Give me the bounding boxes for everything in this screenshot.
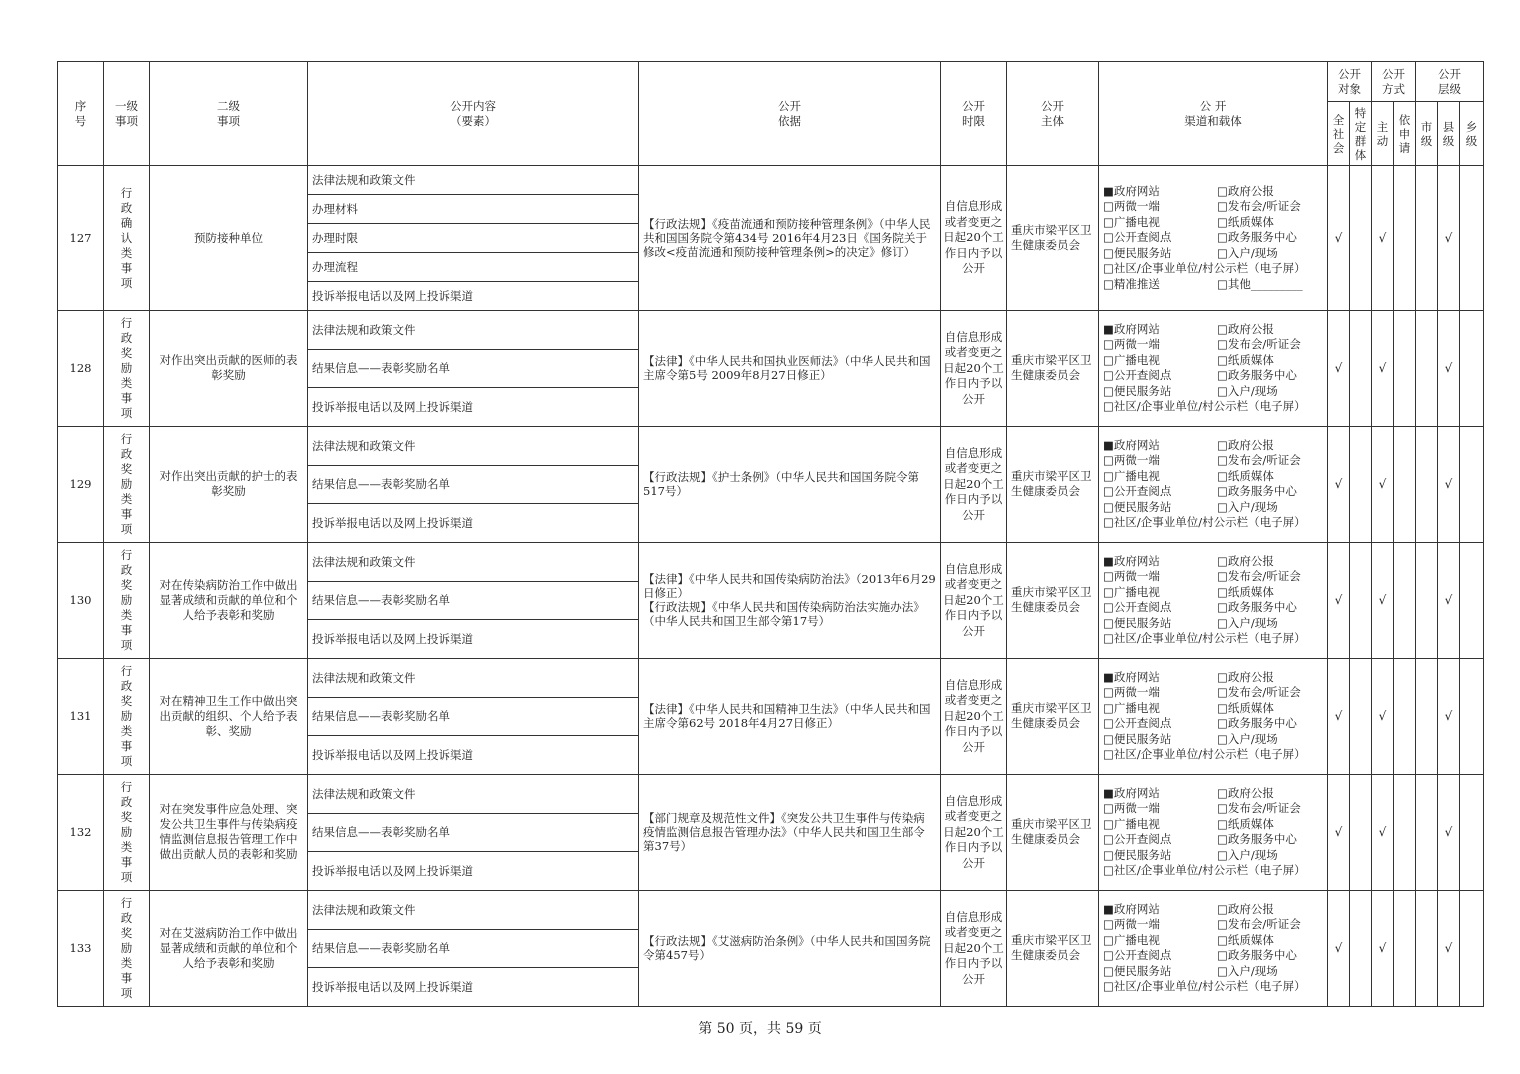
row-seq: 130 (58, 542, 104, 658)
row-check-cell: √ (1372, 311, 1394, 427)
row-level1-text: 行政奖励类事项 (120, 779, 133, 884)
header-method: 公开 方式 (1372, 62, 1416, 102)
channel-option: □社区/企事业单位/村公示栏（电子屏） (1103, 261, 1306, 276)
row-seq: 127 (58, 166, 104, 311)
channel-option: □发布会/听证会 (1217, 685, 1301, 700)
row-seq: 129 (58, 426, 104, 542)
channel-option: □公开查阅点 (1103, 368, 1172, 383)
channel-option: □社区/企事业单位/村公示栏（电子屏） (1103, 979, 1306, 994)
row-basis (639, 658, 941, 774)
basis-line: 【行政法规】《护士条例》（中华人民共和国国务院令第517号） (643, 470, 919, 499)
row-content-item: 结果信息——表彰奖励名单 (308, 929, 639, 968)
row-check-cell (1350, 426, 1372, 542)
row-channels (1099, 890, 1328, 1006)
row-check-cell (1394, 658, 1416, 774)
row-subject: 重庆市梁平区卫生健康委员会 (1007, 658, 1099, 774)
row-level1-text: 行政奖励类事项 (120, 547, 133, 652)
channel-option: □政务服务中心 (1217, 368, 1297, 383)
row-check-cell: √ (1328, 774, 1350, 890)
row-channels (1099, 658, 1328, 774)
row-content-item: 法律法规和政策文件 (308, 542, 639, 581)
row-content-item: 结果信息——表彰奖励名单 (308, 349, 639, 388)
row-seq: 133 (58, 890, 104, 1006)
channel-option: □发布会/听证会 (1217, 569, 1301, 584)
channel-option: □广播电视 (1103, 468, 1160, 483)
channel-option: □两微一端 (1103, 569, 1160, 584)
header-subject: 公开 主体 (1007, 62, 1099, 166)
channel-option: ■政府网站 (1103, 183, 1160, 198)
channel-option: ■政府网站 (1103, 785, 1160, 800)
channel-option: □纸质媒体 (1217, 352, 1274, 367)
row-level2: 对作出突出贡献的医师的表彰奖励 (150, 311, 308, 427)
channel-option: □纸质媒体 (1217, 214, 1274, 229)
row-check-cell (1350, 542, 1372, 658)
page-footer: 第 50 页，共 59 页 (698, 1021, 822, 1037)
row-check-cell (1460, 890, 1484, 1006)
row-check-cell: √ (1372, 542, 1394, 658)
table-row (58, 658, 1484, 697)
channel-option: □政务服务中心 (1217, 832, 1297, 847)
channel-option: □公开查阅点 (1103, 230, 1172, 245)
channel-option: □便民服务站 (1103, 383, 1172, 398)
row-check-cell: √ (1328, 166, 1350, 311)
row-check-cell: √ (1438, 311, 1460, 427)
row-channels (1099, 426, 1328, 542)
row-level1 (104, 311, 150, 427)
row-check-cell (1460, 426, 1484, 542)
header-city: 市级 (1416, 102, 1438, 166)
row-check-cell (1416, 890, 1438, 1006)
row-check-cell (1460, 774, 1484, 890)
channel-option: □两微一端 (1103, 453, 1160, 468)
row-seq: 128 (58, 311, 104, 427)
header-specific-group: 特定群体 (1350, 102, 1372, 166)
row-basis (639, 890, 941, 1006)
channel-option: □入户/现场 (1217, 615, 1278, 630)
channel-option: □广播电视 (1103, 214, 1160, 229)
channel-option: □公开查阅点 (1103, 948, 1172, 963)
header-limit: 公开 时限 (941, 62, 1007, 166)
row-check-cell: √ (1372, 166, 1394, 311)
row-limit: 自信息形成或者变更之日起20个工作日内予以公开 (941, 426, 1007, 542)
row-level1-text: 行政奖励类事项 (120, 431, 133, 536)
row-content-item: 法律法规和政策文件 (308, 166, 639, 195)
channel-option: □精准推送 (1103, 276, 1160, 291)
row-content-item: 投诉举报电话以及网上投诉渠道 (308, 968, 639, 1007)
basis-line: 【法律】《中华人民共和国执业医师法》（中华人民共和国主席令第5号 2009年8月27日修正） (643, 354, 931, 383)
channel-option: □发布会/听证会 (1217, 453, 1301, 468)
channel-option: □两微一端 (1103, 917, 1160, 932)
row-basis (639, 774, 941, 890)
channel-option: □便民服务站 (1103, 245, 1172, 260)
row-check-cell (1394, 311, 1416, 427)
table-row (58, 774, 1484, 813)
row-content-item: 法律法规和政策文件 (308, 311, 639, 350)
row-check-cell: √ (1328, 542, 1350, 658)
header-channel: 公 开 渠道和载体 (1099, 62, 1328, 166)
row-check-cell (1460, 542, 1484, 658)
header-target: 公开 对象 (1328, 62, 1372, 102)
row-limit: 自信息形成或者变更之日起20个工作日内予以公开 (941, 658, 1007, 774)
row-subject: 重庆市梁平区卫生健康委员会 (1007, 542, 1099, 658)
channel-option: □社区/企事业单位/村公示栏（电子屏） (1103, 747, 1306, 762)
channel-option: □便民服务站 (1103, 731, 1172, 746)
row-check-cell (1350, 311, 1372, 427)
channel-option: ■政府网站 (1103, 553, 1160, 568)
channel-option: □纸质媒体 (1217, 932, 1274, 947)
header-basis: 公开 依据 (639, 62, 941, 166)
channel-option: □政务服务中心 (1217, 716, 1297, 731)
row-level1 (104, 774, 150, 890)
channel-option: □广播电视 (1103, 352, 1160, 367)
table-row (58, 426, 1484, 465)
row-channels (1099, 774, 1328, 890)
row-subject: 重庆市梁平区卫生健康委员会 (1007, 166, 1099, 311)
channel-option: □政府公报 (1217, 321, 1274, 336)
channel-option: □便民服务站 (1103, 963, 1172, 978)
row-content-item: 投诉举报电话以及网上投诉渠道 (308, 736, 639, 775)
row-basis (639, 311, 941, 427)
channel-option: □发布会/听证会 (1217, 199, 1301, 214)
row-level2: 对在艾滋病防治工作中做出显著成绩和贡献的单位和个人给予表彰和奖励 (150, 890, 308, 1006)
row-level1 (104, 890, 150, 1006)
basis-line: 【行政法规】《疫苗流通和预防接种管理条例》（中华人民共和国国务院令第434号 2016年4月23日《国务院关于修改<疫苗流通和预防接种管理条例>的决定》修订） (643, 217, 931, 259)
row-subject: 重庆市梁平区卫生健康委员会 (1007, 774, 1099, 890)
row-check-cell: √ (1438, 774, 1460, 890)
row-subject: 重庆市梁平区卫生健康委员会 (1007, 311, 1099, 427)
row-basis (639, 426, 941, 542)
row-content-item: 结果信息——表彰奖励名单 (308, 581, 639, 620)
row-check-cell (1416, 166, 1438, 311)
row-basis (639, 542, 941, 658)
row-basis (639, 166, 941, 311)
row-level1 (104, 166, 150, 311)
basis-line: 【部门规章及规范性文件】《突发公共卫生事件与传染病疫情监测信息报告管理办法》（中华人民共和国卫生部令第37号） (643, 811, 925, 854)
channel-option: □便民服务站 (1103, 615, 1172, 630)
basis-line: 【法律】《中华人民共和国传染病防治法》（2013年6月29日修正） (643, 572, 936, 601)
channel-option: □政务服务中心 (1217, 600, 1297, 615)
channel-option: □入户/现场 (1217, 847, 1278, 862)
channel-option: □入户/现场 (1217, 245, 1278, 260)
channel-option: □政府公报 (1217, 785, 1274, 800)
row-level2: 对在精神卫生工作中做出突出贡献的组织、个人给予表彰、奖励 (150, 658, 308, 774)
row-seq: 132 (58, 774, 104, 890)
row-level1-text: 行政奖励类事项 (120, 663, 133, 768)
header-all-society: 全社会 (1328, 102, 1350, 166)
header-county: 县级 (1438, 102, 1460, 166)
channel-option: □其他_________ (1217, 276, 1303, 291)
row-limit: 自信息形成或者变更之日起20个工作日内予以公开 (941, 890, 1007, 1006)
row-check-cell (1460, 658, 1484, 774)
table-header (58, 62, 1484, 166)
row-channels (1099, 542, 1328, 658)
row-content-item: 法律法规和政策文件 (308, 890, 639, 929)
channel-option: □公开查阅点 (1103, 716, 1172, 731)
row-limit: 自信息形成或者变更之日起20个工作日内予以公开 (941, 311, 1007, 427)
table-body (58, 166, 1484, 1007)
row-content-item: 办理时限 (308, 224, 639, 253)
row-content-item: 投诉举报电话以及网上投诉渠道 (308, 388, 639, 427)
row-level1 (104, 426, 150, 542)
row-content-item: 结果信息——表彰奖励名单 (308, 813, 639, 852)
channel-option: □便民服务站 (1103, 499, 1172, 514)
channel-option: □纸质媒体 (1217, 816, 1274, 831)
channel-option: □社区/企事业单位/村公示栏（电子屏） (1103, 515, 1306, 530)
channel-option: □入户/现场 (1217, 499, 1278, 514)
row-content-item: 办理材料 (308, 195, 639, 224)
row-content-item: 投诉举报电话以及网上投诉渠道 (308, 504, 639, 543)
channel-option: □纸质媒体 (1217, 468, 1274, 483)
header-level1: 一级 事项 (104, 62, 150, 166)
row-content-item: 法律法规和政策文件 (308, 658, 639, 697)
row-subject: 重庆市梁平区卫生健康委员会 (1007, 890, 1099, 1006)
channel-option: □政府公报 (1217, 901, 1274, 916)
channel-option: ■政府网站 (1103, 321, 1160, 336)
header-level2: 二级 事项 (150, 62, 308, 166)
row-level1-text: 行政确认类事项 (120, 185, 133, 290)
row-content-item: 办理流程 (308, 253, 639, 282)
channel-option: □政府公报 (1217, 553, 1274, 568)
row-channels (1099, 311, 1328, 427)
row-check-cell: √ (1438, 890, 1460, 1006)
row-check-cell (1460, 166, 1484, 311)
channel-option: □发布会/听证会 (1217, 337, 1301, 352)
header-township: 乡级 (1460, 102, 1484, 166)
header-level: 公开 层级 (1416, 62, 1484, 102)
table-row (58, 542, 1484, 581)
row-check-cell: √ (1328, 658, 1350, 774)
channel-option: □政府公报 (1217, 669, 1274, 684)
row-check-cell (1416, 774, 1438, 890)
row-check-cell (1416, 542, 1438, 658)
row-check-cell: √ (1372, 890, 1394, 1006)
channel-option: □广播电视 (1103, 584, 1160, 599)
row-content-item: 投诉举报电话以及网上投诉渠道 (308, 282, 639, 311)
row-level1-text: 行政奖励类事项 (120, 315, 133, 420)
header-content: 公开内容 （要素） (308, 62, 639, 166)
row-channels (1099, 166, 1328, 311)
channel-option: □广播电视 (1103, 700, 1160, 715)
row-check-cell (1350, 890, 1372, 1006)
channel-option: □公开查阅点 (1103, 832, 1172, 847)
header-seq: 序 号 (58, 62, 104, 166)
channel-option: □纸质媒体 (1217, 584, 1274, 599)
channel-option: □广播电视 (1103, 932, 1160, 947)
channel-option: ■政府网站 (1103, 901, 1160, 916)
channel-option: □两微一端 (1103, 801, 1160, 816)
row-level2: 对在突发事件应急处理、突发公共卫生事件与传染病疫情监测信息报告管理工作中做出贡献人员的表彰和奖励 (150, 774, 308, 890)
row-content-item: 法律法规和政策文件 (308, 426, 639, 465)
row-check-cell: √ (1438, 166, 1460, 311)
channel-option: □政务服务中心 (1217, 230, 1297, 245)
row-limit: 自信息形成或者变更之日起20个工作日内予以公开 (941, 166, 1007, 311)
row-level2: 对在传染病防治工作中做出显著成绩和贡献的单位和个人给予表彰和奖励 (150, 542, 308, 658)
row-check-cell (1350, 658, 1372, 774)
row-content-item: 结果信息——表彰奖励名单 (308, 465, 639, 504)
channel-option: □政务服务中心 (1217, 948, 1297, 963)
row-level1-text: 行政奖励类事项 (120, 895, 133, 1000)
channel-option: □政府公报 (1217, 437, 1274, 452)
channel-option: □便民服务站 (1103, 847, 1172, 862)
channel-option: □发布会/听证会 (1217, 801, 1301, 816)
row-limit: 自信息形成或者变更之日起20个工作日内予以公开 (941, 774, 1007, 890)
channel-option: □两微一端 (1103, 199, 1160, 214)
row-level2: 对作出突出贡献的护士的表彰奖励 (150, 426, 308, 542)
channel-option: □社区/企事业单位/村公示栏（电子屏） (1103, 863, 1306, 878)
row-seq: 131 (58, 658, 104, 774)
row-check-cell: √ (1372, 774, 1394, 890)
row-level1 (104, 658, 150, 774)
table-row (58, 890, 1484, 929)
row-check-cell: √ (1438, 426, 1460, 542)
channel-option: □社区/企事业单位/村公示栏（电子屏） (1103, 399, 1306, 414)
row-check-cell: √ (1328, 890, 1350, 1006)
row-check-cell: √ (1438, 542, 1460, 658)
row-check-cell (1416, 426, 1438, 542)
header-on-request: 依申请 (1394, 102, 1416, 166)
channel-option: □公开查阅点 (1103, 600, 1172, 615)
row-limit: 自信息形成或者变更之日起20个工作日内予以公开 (941, 542, 1007, 658)
channel-option: □广播电视 (1103, 816, 1160, 831)
disclosure-table (57, 61, 1484, 1007)
row-check-cell: √ (1328, 426, 1350, 542)
row-check-cell: √ (1372, 426, 1394, 542)
channel-option: □纸质媒体 (1217, 700, 1274, 715)
channel-option: □入户/现场 (1217, 731, 1278, 746)
channel-option: □两微一端 (1103, 337, 1160, 352)
row-level2: 预防接种单位 (150, 166, 308, 311)
channel-option: ■政府网站 (1103, 437, 1160, 452)
row-check-cell: √ (1372, 658, 1394, 774)
row-check-cell (1394, 166, 1416, 311)
row-check-cell: √ (1438, 658, 1460, 774)
row-content-item: 投诉举报电话以及网上投诉渠道 (308, 852, 639, 891)
channel-option: □入户/现场 (1217, 383, 1278, 398)
channel-option: □两微一端 (1103, 685, 1160, 700)
channel-option: ■政府网站 (1103, 669, 1160, 684)
row-check-cell (1350, 774, 1372, 890)
row-check-cell (1394, 542, 1416, 658)
row-subject: 重庆市梁平区卫生健康委员会 (1007, 426, 1099, 542)
row-content-item: 法律法规和政策文件 (308, 774, 639, 813)
channel-option: □发布会/听证会 (1217, 917, 1301, 932)
row-content-item: 投诉举报电话以及网上投诉渠道 (308, 620, 639, 659)
row-content-item: 结果信息——表彰奖励名单 (308, 697, 639, 736)
row-check-cell (1350, 166, 1372, 311)
table-row (58, 166, 1484, 195)
row-check-cell (1394, 774, 1416, 890)
channel-option: □社区/企事业单位/村公示栏（电子屏） (1103, 631, 1306, 646)
channel-option: □政府公报 (1217, 183, 1274, 198)
channel-option: □政务服务中心 (1217, 484, 1297, 499)
row-check-cell (1394, 890, 1416, 1006)
header-active: 主动 (1372, 102, 1394, 166)
channel-option: □入户/现场 (1217, 963, 1278, 978)
row-check-cell (1416, 658, 1438, 774)
row-check-cell (1394, 426, 1416, 542)
basis-line: 【行政法规】《中华人民共和国传染病防治法实施办法》（中华人民共和国卫生部令第17号） (643, 600, 925, 629)
basis-line: 【法律】《中华人民共和国精神卫生法》（中华人民共和国主席令第62号 2018年4月27日修正） (643, 702, 931, 731)
basis-line: 【行政法规】《艾滋病防治条例》（中华人民共和国国务院令第457号） (643, 934, 931, 963)
row-level1 (104, 542, 150, 658)
table-row (58, 311, 1484, 350)
channel-option: □公开查阅点 (1103, 484, 1172, 499)
row-check-cell (1416, 311, 1438, 427)
row-check-cell (1460, 311, 1484, 427)
row-check-cell: √ (1328, 311, 1350, 427)
